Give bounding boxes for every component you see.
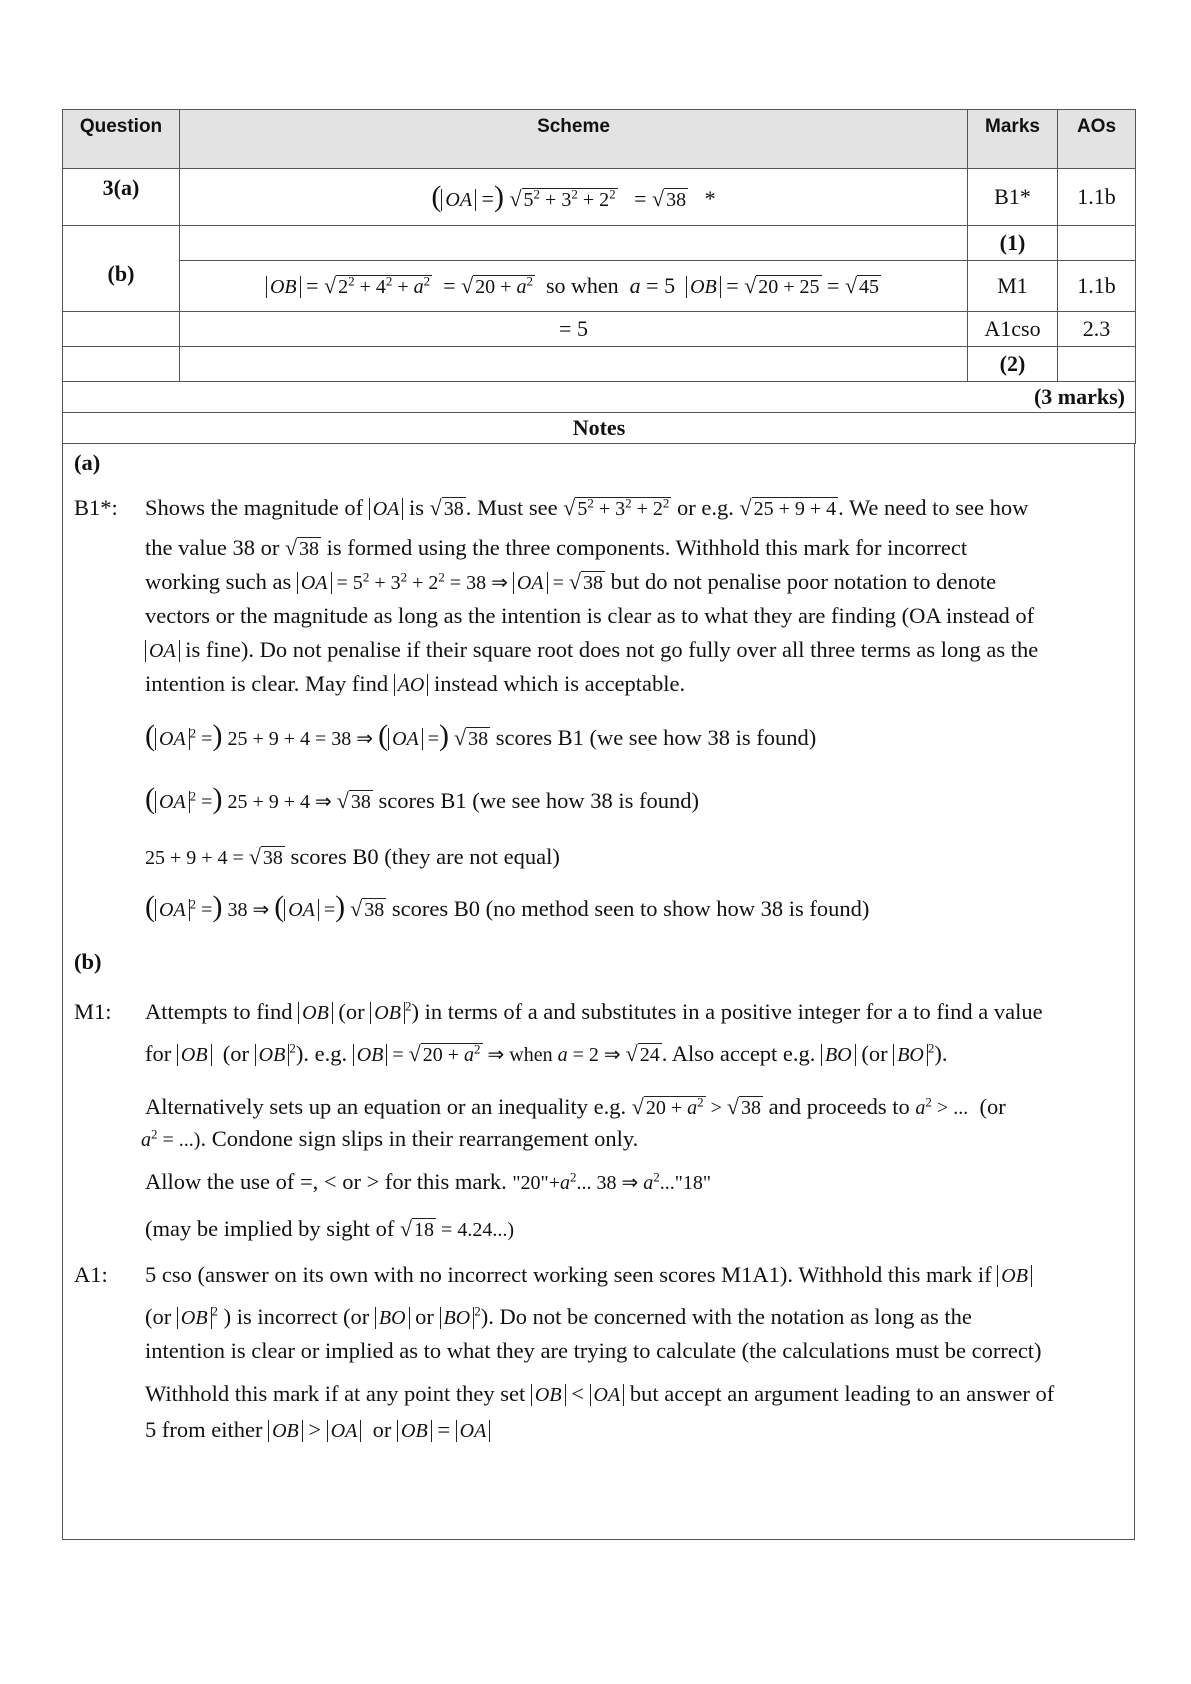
notes-header-row bbox=[63, 413, 1136, 444]
aos-cell: 1.1b bbox=[1058, 261, 1136, 312]
header-row bbox=[63, 110, 1136, 169]
aos-cell bbox=[1058, 347, 1136, 382]
b1-line-2: the value 38 or √ 38 is formed using the three components. Withhold this mark for incorrect bbox=[145, 535, 968, 560]
table-row bbox=[63, 169, 1136, 226]
table-row bbox=[63, 347, 1136, 382]
scheme-cell: OB = √ $2^2 + 4^2 + a^2$ = √ $20 + a^2$ so when a = 5 OB = √ 20 + 25 = √ 45 bbox=[180, 261, 968, 312]
a1-line-4: Withhold this mark if at any point they set OB < OA but accept an argument leading to an answer of bbox=[145, 1381, 1055, 1406]
question-cell bbox=[63, 312, 180, 347]
mark-scheme bbox=[62, 109, 1135, 1540]
a1-line-1: 5 cso (answer on its own with no incorrect working seen scores M1A1). Withhold this mark if OB bbox=[145, 1262, 1032, 1288]
scheme-cell bbox=[180, 226, 968, 261]
m1-line-1: Attempts to find OB (or OB $^2$) in terms of a and substitutes in a positive integer for a to find a value bbox=[145, 998, 1043, 1024]
total-row bbox=[63, 382, 1136, 413]
m1-label: M1: bbox=[74, 999, 112, 1024]
scheme-cell: ( OA =) √ $5^2 + 3^2 + 2^2$ = √ 38 * bbox=[180, 169, 968, 226]
aos-cell: 2.3 bbox=[1058, 312, 1136, 347]
b1-line-6: intention is clear. May find AO instead which is acceptable. bbox=[145, 671, 686, 696]
question-label: 3(a) bbox=[63, 169, 180, 226]
a1-line-5: 5 from either OB > OA or OB = OA bbox=[145, 1417, 490, 1443]
aos-header: AOs bbox=[1058, 110, 1136, 169]
table-row bbox=[63, 261, 1136, 312]
marks-cell: (2) bbox=[968, 347, 1058, 382]
b1-label: B1*: bbox=[74, 495, 118, 520]
m1-line-2: for OB (or OB $^2$). e.g. OB = √ $20 + a^2$ ⇒ when a = 2 ⇒ √ 24. Also accept e.g. BO (or BO $^2$). bbox=[145, 1040, 948, 1066]
a1-label: A1: bbox=[74, 1262, 108, 1287]
m1-line-6: (may be implied by sight of √ 18 = 4.24...) bbox=[145, 1216, 514, 1241]
example-1: ( OA $^2$ =) 25 + 9 + 4 = 38 ⇒ ( OA =) √ 38 scores B1 (we see how 38 is found) bbox=[145, 719, 817, 752]
notes-section bbox=[62, 444, 1135, 1540]
table-row bbox=[63, 226, 1136, 261]
table-row bbox=[63, 312, 1136, 347]
given-answer-marker: * bbox=[704, 186, 716, 211]
scheme-header: Scheme bbox=[180, 110, 968, 169]
part-a-label: (a) bbox=[74, 450, 101, 475]
notes-title: Notes bbox=[63, 413, 1136, 444]
question-cell bbox=[63, 347, 180, 382]
scheme-table bbox=[62, 109, 1136, 444]
m1-line-5: Allow the use of =, < or > for this mark. "$20"+a^2$... 38 ⇒ $a^2..."18$" bbox=[145, 1169, 712, 1194]
marks-cell: (1) bbox=[968, 226, 1058, 261]
aos-cell: 1.1b bbox=[1058, 169, 1136, 226]
part-b-label: (b) bbox=[74, 949, 102, 974]
marks-header: Marks bbox=[968, 110, 1058, 169]
b1-line-5: OA is fine). Do not penalise if their square root does not go fully over all three terms as long as the bbox=[145, 637, 1038, 663]
marks-cell: M1 bbox=[968, 261, 1058, 312]
b1-line-1: Shows the magnitude of OA is √ 38. Must see √ $5^2 + 3^2 + 2^2$ or e.g. √ 25 + 9 + 4. We need to see how bbox=[145, 495, 1029, 520]
a1-line-2: (or OB $^2$ ) is incorrect (or BO or BO $^2$). Do not be concerned with the notation as long as the bbox=[145, 1303, 972, 1329]
example-2: ( OA $^2$ =) 25 + 9 + 4 ⇒ √ 38 scores B1 (we see how 38 is found) bbox=[145, 782, 700, 815]
example-4: ( OA $^2$ =) 38 ⇒ ( OA =) √ 38 scores B0 (no method seen to show how 38 is found) bbox=[145, 890, 870, 923]
marks-cell: B1* bbox=[968, 169, 1058, 226]
question-label: (b) bbox=[63, 226, 180, 312]
b1-line-4: vectors or the magnitude as long as the intention is clear as to what they are finding (OA instead of bbox=[145, 603, 1035, 628]
m1-line-4: $a^2$ = ...). Condone sign slips in their rearrangement only. bbox=[141, 1126, 639, 1151]
m1-line-3: Alternatively sets up an equation or an inequality e.g. √ $20 + a^2$ > √ 38 and proceeds to $a^2$ > ... (or bbox=[145, 1094, 1006, 1119]
b1-line-3: working such as OA = $5^2 + 3^2 + 2^2 = 38$ ⇒ OA = √ 38 but do not penalise poor notation to denote bbox=[145, 569, 997, 594]
aos-cell bbox=[1058, 226, 1136, 261]
scheme-cell: = 5 bbox=[180, 312, 968, 347]
marks-cell: A1cso bbox=[968, 312, 1058, 347]
example-3: 25 + 9 + 4 = √ 38 scores B0 (they are not equal) bbox=[145, 844, 560, 869]
scheme-cell bbox=[180, 347, 968, 382]
question-header: Question bbox=[63, 110, 180, 169]
total-marks: (3 marks) bbox=[63, 382, 1136, 413]
a1-line-3: intention is clear or implied as to what they are trying to calculate (the calculations must be correct) bbox=[145, 1338, 1042, 1363]
